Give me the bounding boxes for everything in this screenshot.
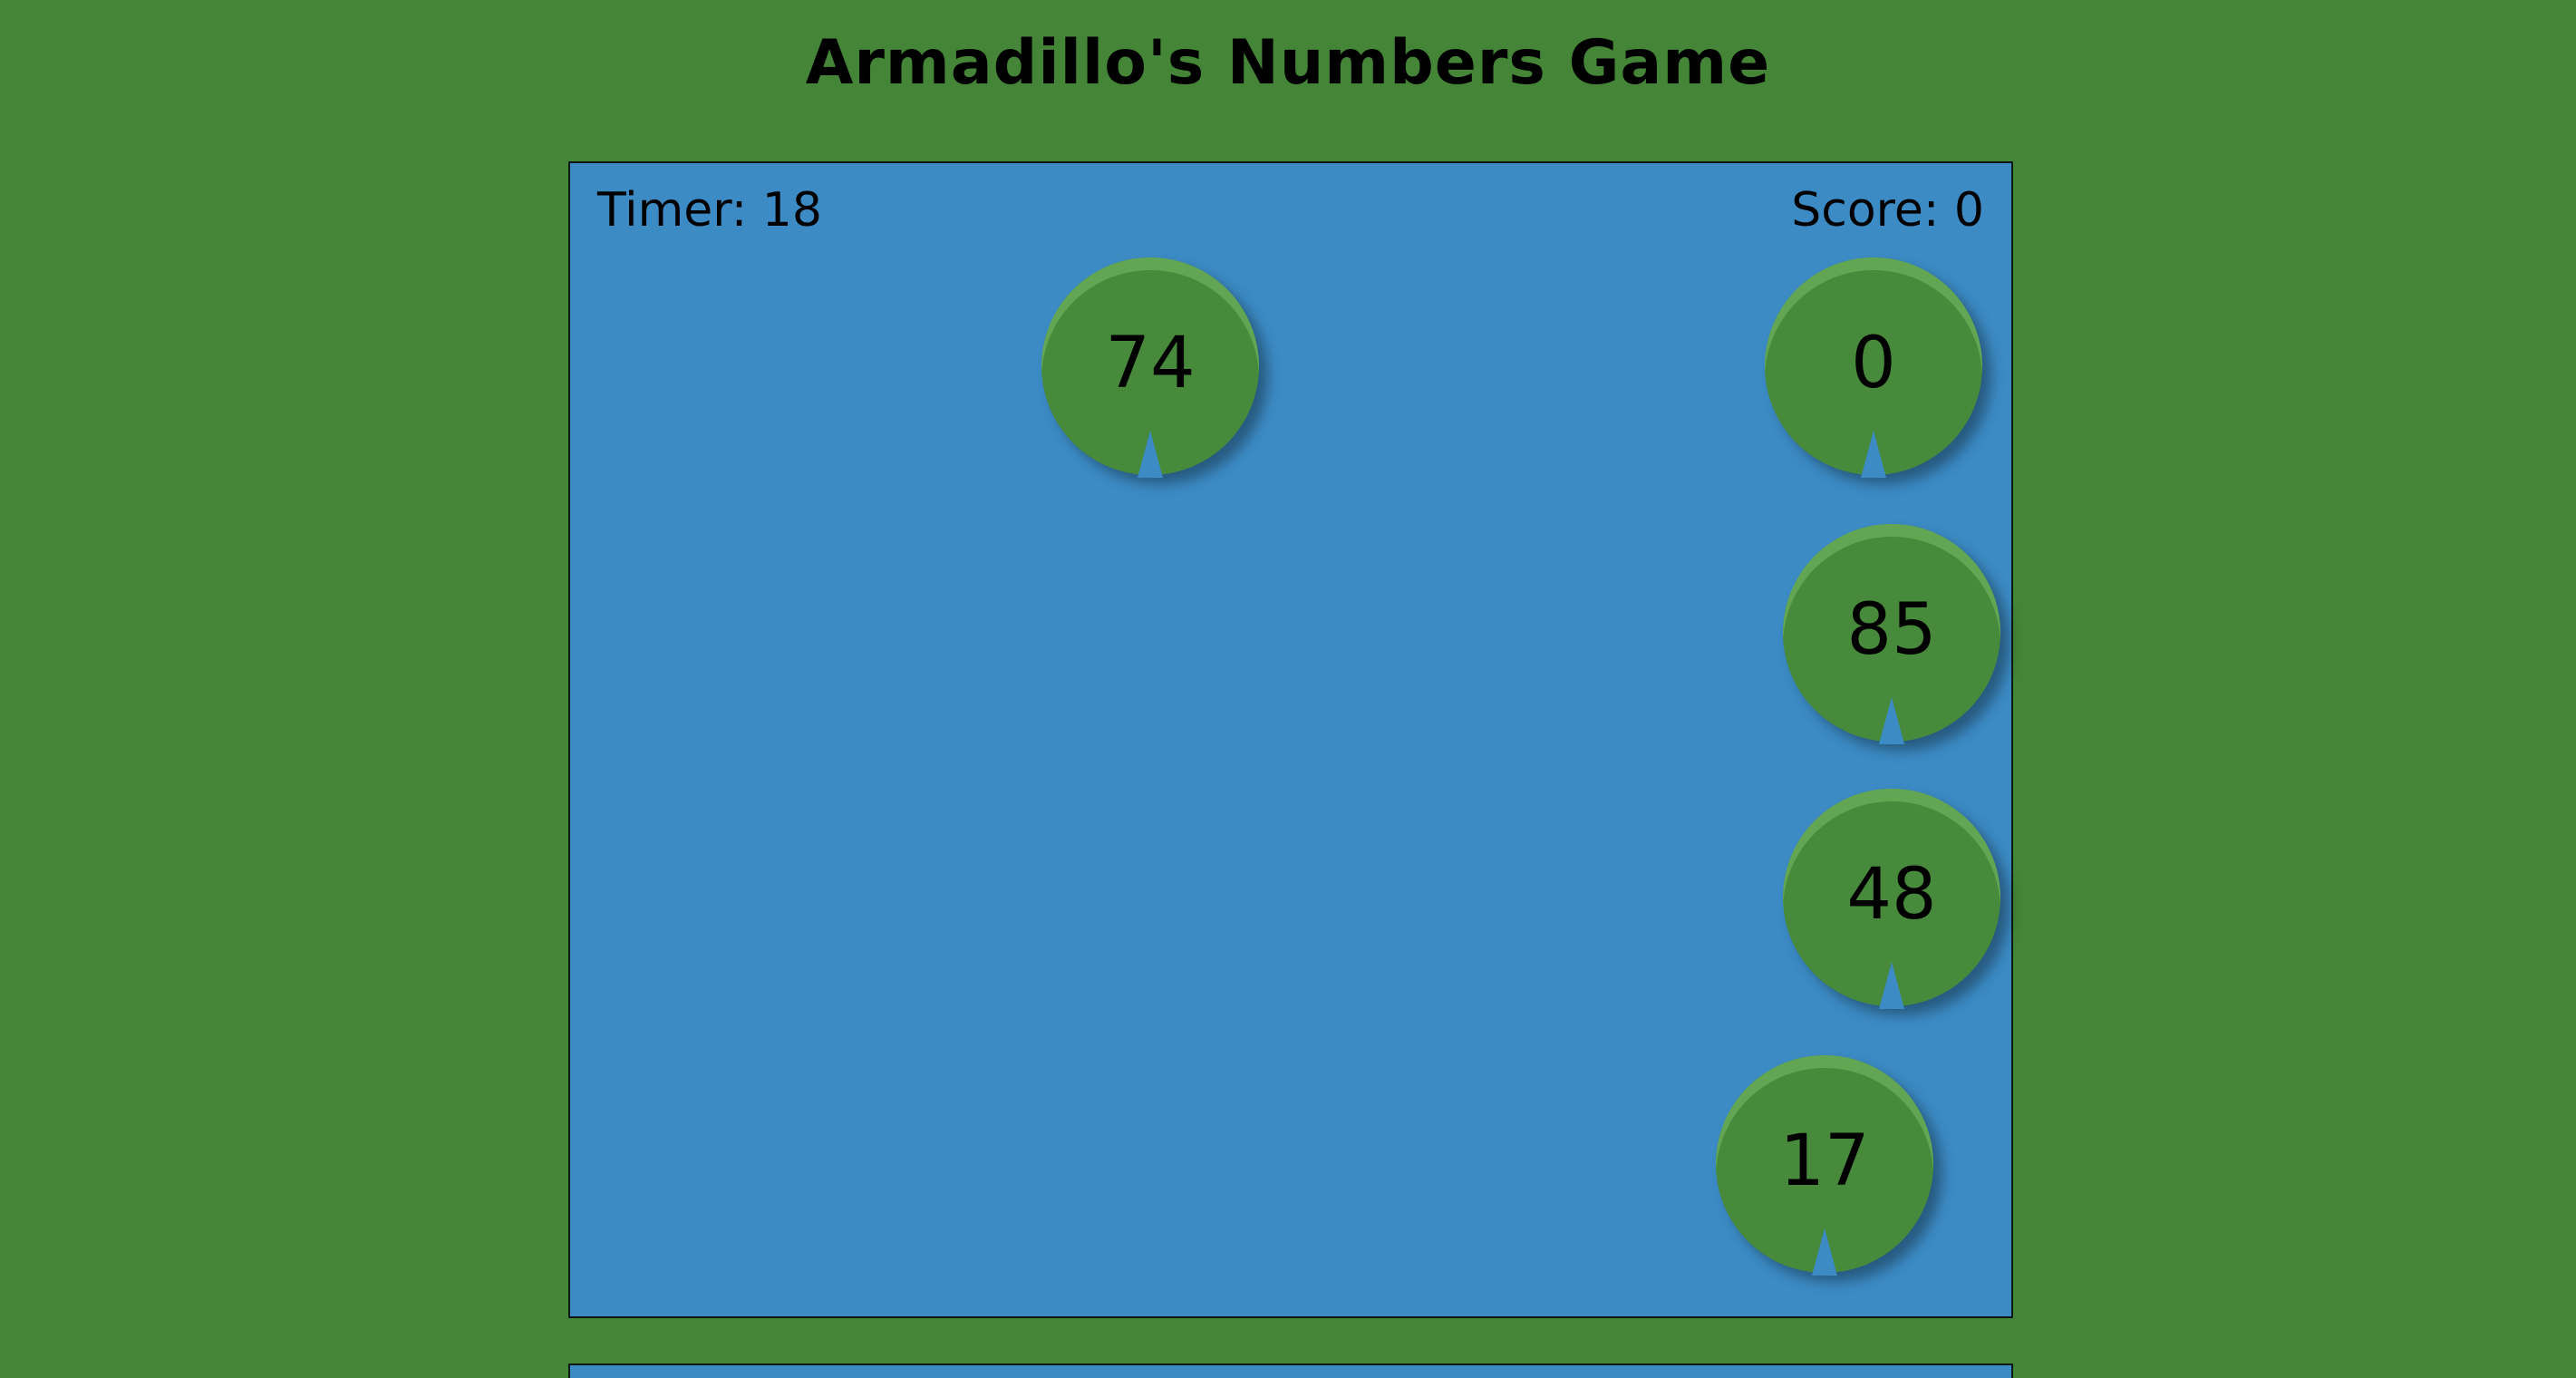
- lily-pad-notch: [1879, 697, 1904, 744]
- lily-pad-number: 48: [1846, 854, 1937, 936]
- lily-pad-notch: [1861, 431, 1886, 478]
- lily-pad-number: 74: [1105, 323, 1196, 404]
- lily-pad[interactable]: [1783, 524, 2000, 742]
- lily-pad[interactable]: [1765, 257, 1982, 475]
- lily-pad-number: 0: [1851, 323, 1896, 404]
- pond-play-area: [568, 161, 2013, 1318]
- lily-pad-notch: [1879, 962, 1904, 1009]
- lily-pad[interactable]: [1783, 789, 2000, 1006]
- lily-pad[interactable]: [1041, 257, 1259, 475]
- lily-pad-notch: [1138, 431, 1163, 478]
- score-display: Score: 0: [1791, 183, 1984, 238]
- timer-display: Timer: 18: [597, 183, 822, 238]
- bottom-panel: [568, 1363, 2013, 1378]
- lily-pad-number: 17: [1779, 1121, 1870, 1202]
- page-title: Armadillo's Numbers Game: [805, 27, 1771, 99]
- lily-pad-notch: [1812, 1228, 1837, 1276]
- lily-pad-number: 85: [1846, 589, 1937, 671]
- lily-pad[interactable]: [1716, 1055, 1933, 1273]
